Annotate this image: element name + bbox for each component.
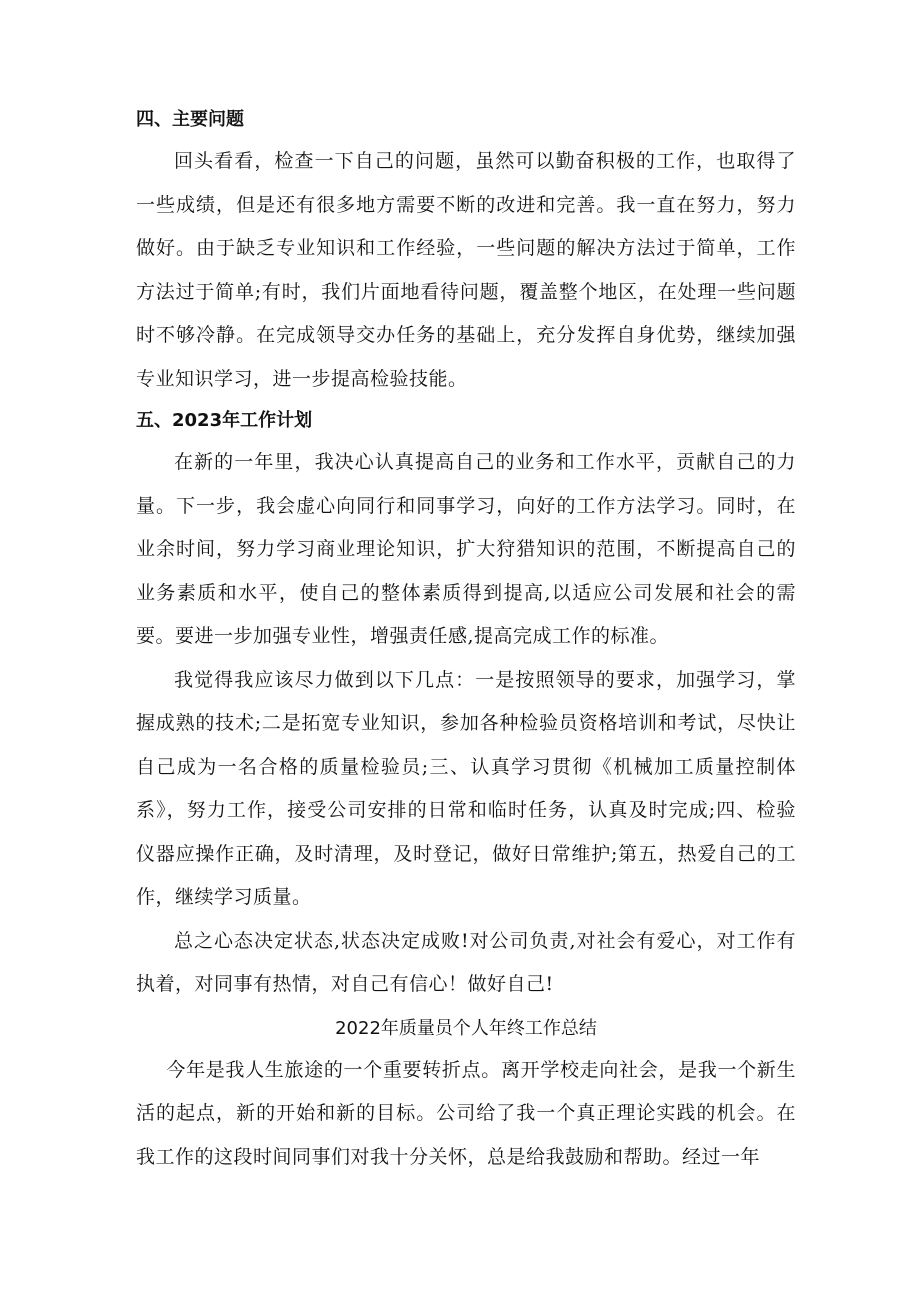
summary-intro-paragraph: 今年是我人生旅途的一个重要转折点。离开学校走向社会，是我一个新生活的起点，新的开始和新的目标。公司给了我一个真正理论实践的机会。在我工作的这段时间同事们对我十分关怀，总是给我鼓励和帮助。经过一年 [136, 1058, 796, 1168]
section-heading-work-plan: 五、2023年工作计划 [136, 410, 313, 431]
work-plan-paragraph-2: 我觉得我应该尽力做到以下几点：一是按照领导的要求，加强学习，掌握成熟的技术;二是拓宽专业知识，参加各种检验员资格培训和考试，尽快让自己成为一名合格的质量检验员;三、认真学习贯彻《机械加工质量控制体系》，努力工作，接受公司安排的日常和临时任务，认真及时完成;四、检验仪器应操作正确，及时清理，及时登记，做好日常维护;第五，热爱自己的工作，继续学习质量。 [136, 668, 796, 908]
document-title: 2022年质量员个人年终工作总结 [335, 1017, 597, 1039]
document-page [136, 100, 796, 1179]
section-paragraph-main-problems: 回头看看，检查一下自己的问题，虽然可以勤奋积极的工作，也取得了一些成绩，但是还有很多地方需要不断的改进和完善。我一直在努力，努力做好。由于缺乏专业知识和工作经验，一些问题的解决方法过于简单，工作方法过于简单;有时，我们片面地看待问题，覆盖整个地区，在处理一些问题时不够冷静。在完成领导交办任务的基础上，充分发挥自身优势，继续加强专业知识学习，进一步提高检验技能。 [136, 150, 796, 390]
work-plan-paragraph-3: 总之心态决定状态,状态决定成败!对公司负责,对社会有爱心，对工作有执着，对同事有热情，对自己有信心！做好自己! [136, 929, 796, 995]
section-heading-main-problems: 四、主要问题 [136, 109, 244, 130]
work-plan-paragraph-1: 在新的一年里，我决心认真提高自己的业务和工作水平，贡献自己的力量。下一步，我会虚心向同行和同事学习，向好的工作方法学习。同时，在业余时间，努力学习商业理论知识，扩大狩猎知识的范围，不断提高自己的业务素质和水平，使自己的整体素质得到提高,以适应公司发展和社会的需要。要进一步加强专业性，增强责任感,提高完成工作的标准。 [136, 451, 796, 647]
